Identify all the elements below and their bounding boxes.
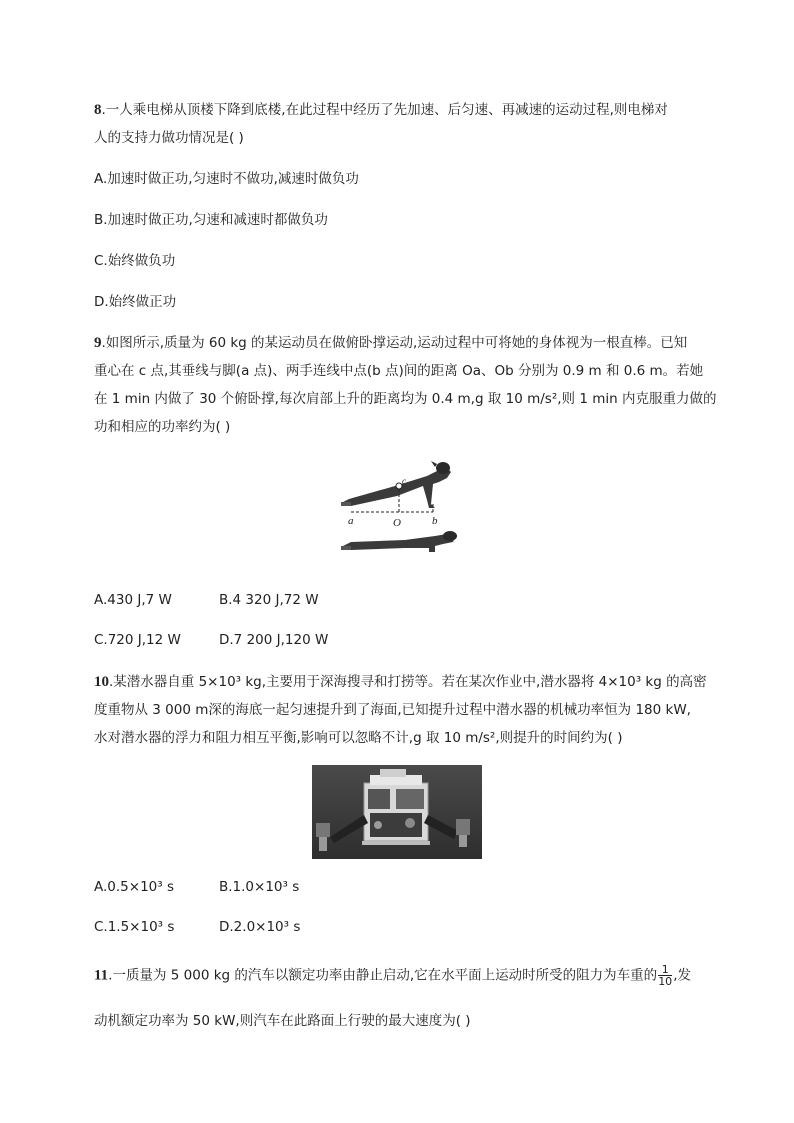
- q11-fraction: $\frac{1}{10}$: [658, 963, 673, 988]
- q9-line-2: 重心在 c 点,其垂线与脚(a 点)、两手连线中点(b 点)间的距离 Oa、Ob 分别为 0.9 m 和 0.6 m。若她: [94, 363, 704, 379]
- q10-option-d: D.2.0×10³ s: [219, 919, 301, 935]
- q11-number: 11: [94, 967, 109, 984]
- q9-option-b: B.4 320 J,72 W: [219, 592, 319, 608]
- q9-line-4: 功和相应的功率约为( ): [94, 419, 231, 435]
- fig-label-a: a: [348, 515, 354, 527]
- fig-label-o: O: [393, 517, 401, 529]
- q9-line-3: 在 1 min 内做了 30 个俯卧撑,每次肩部上升的距离均为 0.4 m,g 取 10 m/s²,则 1 min 内克服重力做的: [94, 391, 717, 407]
- pushup-figure: [335, 456, 461, 562]
- fig-label-b: b: [432, 515, 438, 527]
- q9-option-d: D.7 200 J,120 W: [219, 632, 329, 648]
- q11-line-1: 11.一质量为 5 000 kg 的汽车以额定功率由静止启动,它在水平面上运动时所受的阻力为车重的 $\frac{1}{10}$ ,发: [94, 963, 691, 988]
- q8-line-1: 8.一人乘电梯从顶楼下降到底楼,在此过程中经历了先加速、后匀速、再减速的运动过程,则电梯对: [94, 102, 668, 118]
- q10-line-1: 10.某潜水器自重 5×10³ kg,主要用于深海搜寻和打捞等。若在某次作业中,潜水器将 4×10³ kg 的高密: [94, 674, 707, 690]
- pushup-upper-pose: [341, 461, 451, 508]
- q8-option-d: D.始终做正功: [94, 294, 177, 310]
- q10-number: 10: [94, 674, 109, 690]
- q8-line-2: 人的支持力做功情况是( ): [94, 130, 244, 146]
- q10-line-3: 水对潜水器的浮力和阻力相互平衡,影响可以忽略不计,g 取 10 m/s²,则提升的时间约为( ): [94, 730, 623, 746]
- q9-line-1: 9.如图所示,质量为 60 kg 的某运动员在做俯卧撑运动,运动过程中可将她的身体视为一根直棒。已知: [94, 335, 688, 351]
- q9-option-a: A.430 J,7 W: [94, 592, 172, 608]
- q10-option-b: B.1.0×10³ s: [219, 879, 300, 895]
- q10-option-a: A.0.5×10³ s: [94, 879, 174, 895]
- q8-option-c: C.始终做负功: [94, 253, 176, 269]
- submersible-photo: [312, 765, 482, 859]
- q8-option-b: B.加速时做正功,匀速和减速时都做负功: [94, 212, 328, 228]
- q8-option-a: A.加速时做正功,匀速时不做功,减速时做负功: [94, 171, 359, 187]
- q11-line-2: 动机额定功率为 50 kW,则汽车在此路面上行驶的最大速度为( ): [94, 1013, 471, 1029]
- fig-label-c: c: [402, 476, 406, 486]
- q10-line-2: 度重物从 3 000 m深的海底一起匀速提升到了海面,已知提升过程中潜水器的机械功率恒为 180 kW,: [94, 702, 691, 718]
- q8-number: 8: [94, 102, 102, 118]
- pushup-lower-pose: [341, 531, 457, 552]
- q9-option-c: C.720 J,12 W: [94, 632, 181, 648]
- q9-number: 9: [94, 335, 102, 351]
- q10-option-c: C.1.5×10³ s: [94, 919, 175, 935]
